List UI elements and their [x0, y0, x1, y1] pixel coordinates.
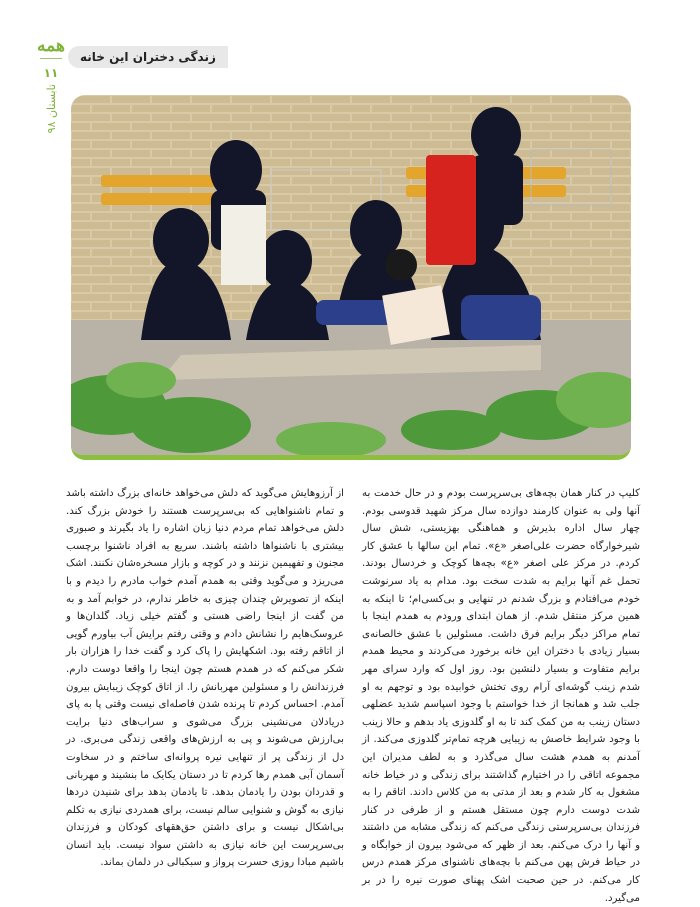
logo-divider — [40, 58, 62, 59]
article-photo — [71, 95, 631, 460]
photo-illustration — [71, 95, 631, 455]
article-paragraph-right: کلیپ در کنار همان بچه‌های بی‌سرپرست بودم و در حال خدمت به آنها ولی به عنوان کارمند دوازده سال مرکز شهید قدوسی بودم. چهار سال اداره بذیرش و هماهنگی بهزیستی، شش سال شیرخوارگاه حضرت علی‌اصغر «ع». تمام این سالها با عشق کار کردم. در مرکز علی اصغر «ع» بچه‌ها کوچک و خردسال بودند. تحمل غم آنها برایم به شدت سخت بود. مدام به یاد سرنوشت خودم می‌افتادم و بزرگ شدنم در تنهایی و بی‌کسی‌ام؛ تا اینکه به همین مرکز منتقل شدم. از همان ابتدای ورودم به همدم اینجا با تمام مراکز دیگر برایم فرق داشت. مسئولین با عشق خالصانه‌ی بسیار زیادی با دختران این خانه برخورد می‌کردند و محیط همدم برایم متفاوت و بسیار دلنشین بود. روز اول که وارد سرای مهر شدم زینب گوشه‌ای آرام روی تختش خوابیده بود و توجهم به او جلب شد و همانجا از خدا خواستم با وجود اسپاسم شدید عضلهی دستان زینب به من کمک کند تا به او گلدوزی یاد بدهم و حالا زینب با وجود شرایط خاصش به زیبایی هرچه تمام‌تر گلدوزی می‌کند. از آمدنم به همدم هشت سال می‌گذرد و به لطف مدیران این مجموعه اتاقی را در اختیارم گذاشتند برای زندگی و در خیاط خانه مشغول به کار شدم و بعد از مدتی به من کلاس دادند. اتاقم را به شدت دوست دارم چون مستقل هستم و از طرفی در کنار فرزندان بی‌سرپرستی زندگی می‌کنم که زندگی مشابه من داشتند و آنها را درک می‌کنم. بعد از ظهر که می‌شود بیرون از خوابگاه و در حیاط فرش پهن می‌کنم با بچه‌های ناشنوای مرکز همدم درس کار می‌کنم. در حین صحبت اشک پهنای صورت نیره را در بر می‌گیرد. — [362, 488, 640, 904]
issue-number: ۱۱ — [43, 66, 59, 80]
article-paragraph-left: از آرزوهایش می‌گوید که دلش می‌خواهد خانه‌ای بزرگ داشته باشد و تمام ناشنواهایی که بی‌سرپرست هستند را خودش بزرگ کند. دلش می‌خواهد تمام مردم دنیا زبان اشاره را یاد بگیرند و صبوری بیشتری با ناشنواها داشته باشند. سریع به افراد ناشنوا برچسب مجنون و تفهیمین نزنند و در کوچه و بازار مسخره‌شان نکنند. اشک می‌ریزد و می‌گوید وقتی به همدم آمدم خواب مادرم را دیدم و با اینکه از تصویرش چندان چیزی به خاطر ندارم، در خوابم آمد و به من گفت از اینجا راضی هستی و گفتم خیلی زیاد. گلدان‌ها و عروسک‌هایم را نشانش دادم و وقتی رفتم برایش آب بیاورم گویی از اتاقم رفته بود. اشکهایش را پاک کرد و گفت خدا را هزاران بار شکر می‌کنم که در همدم هستم چون اینجا را واقعا دوست دارم. فرزندانش را و مسئولین مهربانش را. از اتاق کوچک زیبایش بیرون آمدم. احساس کردم تا پرنده شدن فاصله‌ای نیست وقتی پا به پای دریادلان می‌نشینی بزرگ می‌شوی و سراب‌های دنیا برایت بی‌ارزش می‌شوند و پی به ارزش‌های واقعی زندگی می‌بری. در دل از زندگی پر از تنهایی نیره پروانه‌ای ساختم و در سخاوت آسمان آبی همدم رها کردم تا در دستان یکایک ما بنشیند و مهربانی و قدردان بودن را یادمان بدهد. تا یادمان بدهد برای شنیدن دردها نیازی به گوش و شنوایی سالم نیست، برای همدردی نیازی به تکلم بی‌اشکال نیست و برای داشتن حق‌هقهای کودکان و فرزندان بی‌سرپرست این خانه نیازی به داشتن سواد نیست. باید انسان باشیم مبادا روزی حسرت پرواز و سبکبالی در دلمان بماند. — [66, 488, 344, 869]
article-column-left — [66, 485, 344, 872]
magazine-logo: همه — [37, 36, 65, 56]
section-title: زندگی دختران این خانه — [68, 46, 228, 68]
issue-season: تابستان ۹۸ — [44, 84, 58, 134]
issue-side-strip — [34, 38, 68, 133]
article-column-right — [362, 485, 640, 907]
